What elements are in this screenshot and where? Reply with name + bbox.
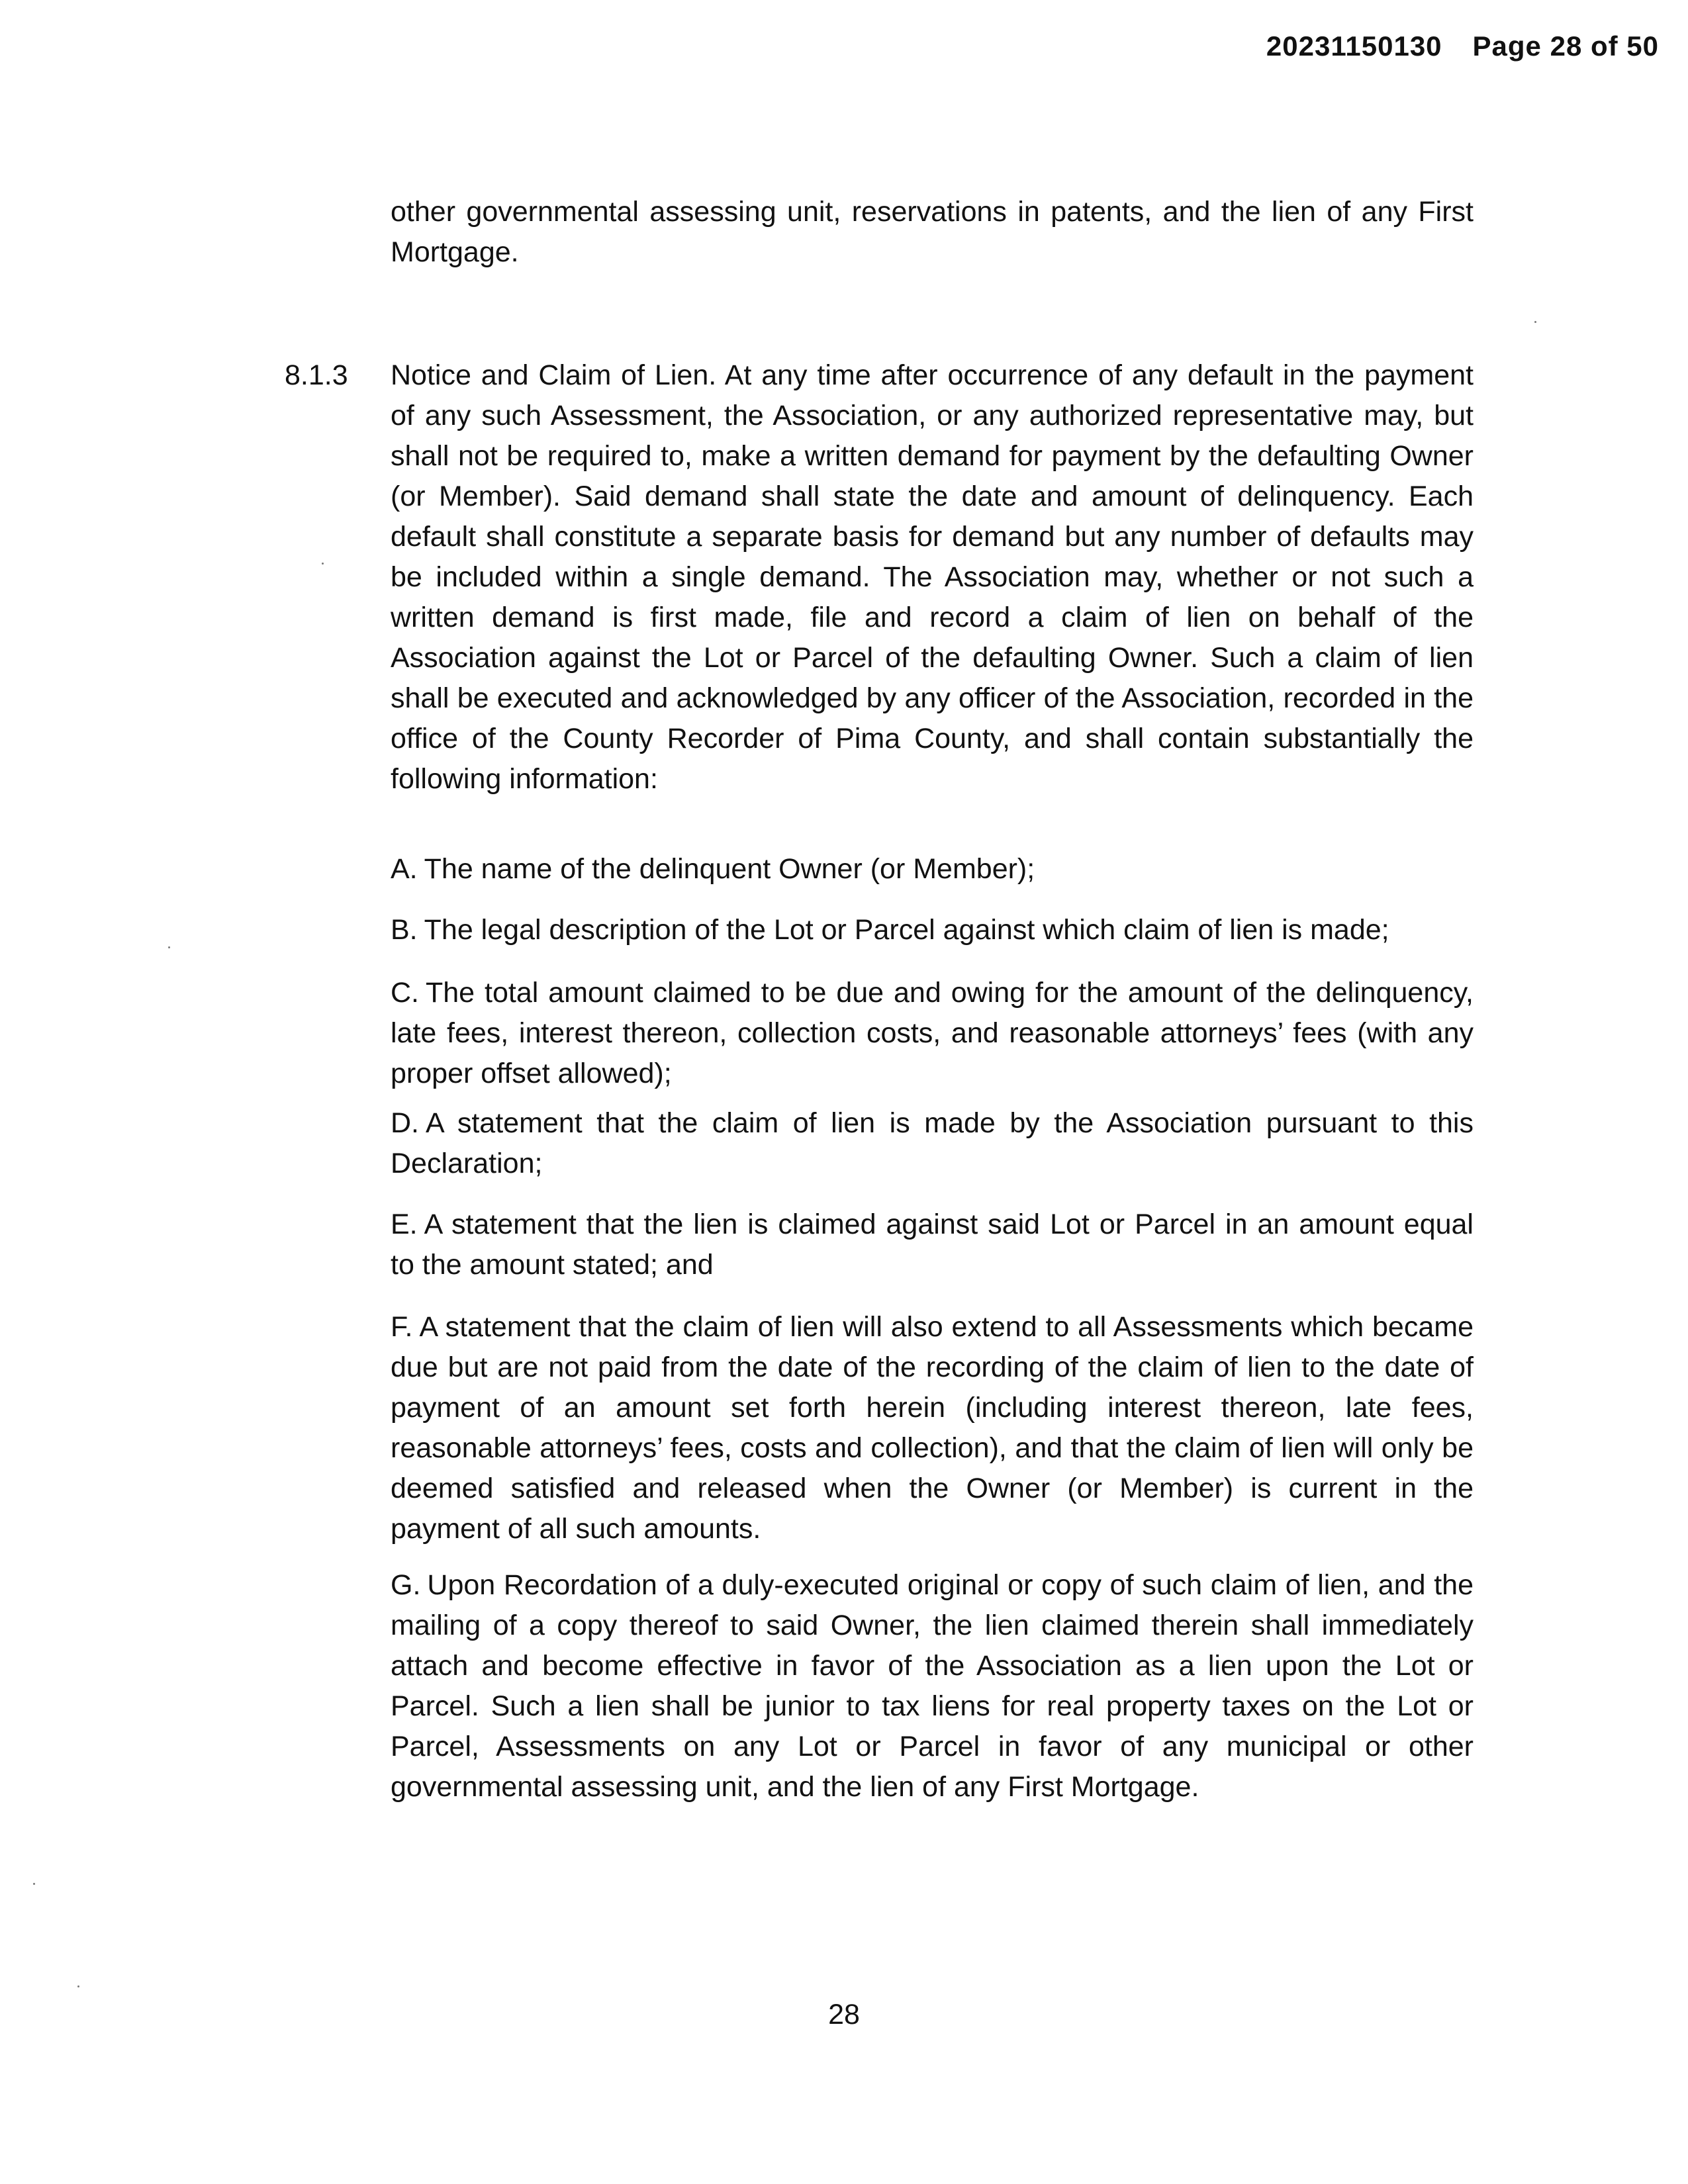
section-paragraph: Notice and Claim of Lien. At any time after occurrence of any default in the payment of any such Assessment, the Association, or any authorized representative may, but shall not be required to, make a written demand for payment by the defaulting Owner (or Member). Said demand shall state the date and amount of delinquency. Each default shall constitute a separate basis for demand but any number of defaults may be included within a single demand. The Association may, whether or not such a written demand is first made, file and record a claim of lien on behalf of the Association against the Lot or Parcel of the defaulting Owner. Such a claim of lien shall be executed and acknowledged by any officer of the Association, recorded in the office of the County Recorder of Pima County, and shall contain substantially the following information: [391,359,1474,795]
list-item-text: A statement that the claim of lien is made by the Association pursuant to this Declaration; [391,1107,1474,1179]
list-item-letter: C. [391,977,419,1009]
list-item-letter: D. [391,1107,419,1139]
list-item-letter: E. [391,1208,418,1240]
list-item [391,910,1474,950]
list-item-text: Upon Recordation of a duly-executed original or copy of such claim of lien, and the mailing of a copy thereof to said Owner, the lien claimed therein shall immediately attach and become effective in favor of the Association as a lien upon the Lot or Parcel. Such a lien shall be junior to tax liens for real property taxes on the Lot or Parcel, Assessments on any Lot or Parcel in favor of any municipal or other governmental assessing unit, and the lien of any First Mortgage. [391,1569,1474,1803]
list-item-letter: A. [391,853,418,885]
list-item-text: The legal description of the Lot or Parcel against which claim of lien is made; [424,914,1389,946]
list-item [391,1565,1474,1807]
list-item-text: The name of the delinquent Owner (or Member); [424,853,1035,885]
list-item-letter: B. [391,914,418,946]
list-item [391,849,1474,889]
list-item-text: The total amount claimed to be due and owing for the amount of the delinquency, late fees, interest thereon, collection costs, and reasonable attorneys’ fees (with any proper offset allowed); [391,977,1474,1089]
section-number: 8.1.3 [285,359,348,391]
scan-speck [322,563,324,565]
list-item [391,1205,1474,1285]
scan-speck [33,1883,35,1885]
page-label: Page 28 of 50 [1472,30,1659,62]
list-item [391,973,1474,1094]
recording-number: 20231150130 [1266,30,1442,62]
list-item-letter: F. [391,1311,413,1343]
page-number: 28 [828,1999,860,2030]
list-item-text: A statement that the lien is claimed against said Lot or Parcel in an amount equal to the amount stated; and [391,1208,1474,1281]
list-item-letter: G. [391,1569,421,1601]
list-item-text: A statement that the claim of lien will also extend to all Assessments which became due but are not paid from the date of the recording of the claim of lien to the date of payment of an amount set forth herein (including interest thereon, late fees, reasonable attorneys’ fees, costs and collection), and that the claim of lien will only be deemed satisfied and released when the Owner (or Member) is current in the payment of all such amounts. [391,1311,1474,1545]
intro-paragraph: other governmental assessing unit, reservations in patents, and the lien of any First Mortgage. [391,196,1474,268]
scan-speck [168,946,170,948]
list-item [391,1103,1474,1184]
list-item [391,1307,1474,1549]
scan-speck [77,1985,79,1987]
recording-header [1266,30,1659,62]
scan-speck [1534,321,1536,323]
